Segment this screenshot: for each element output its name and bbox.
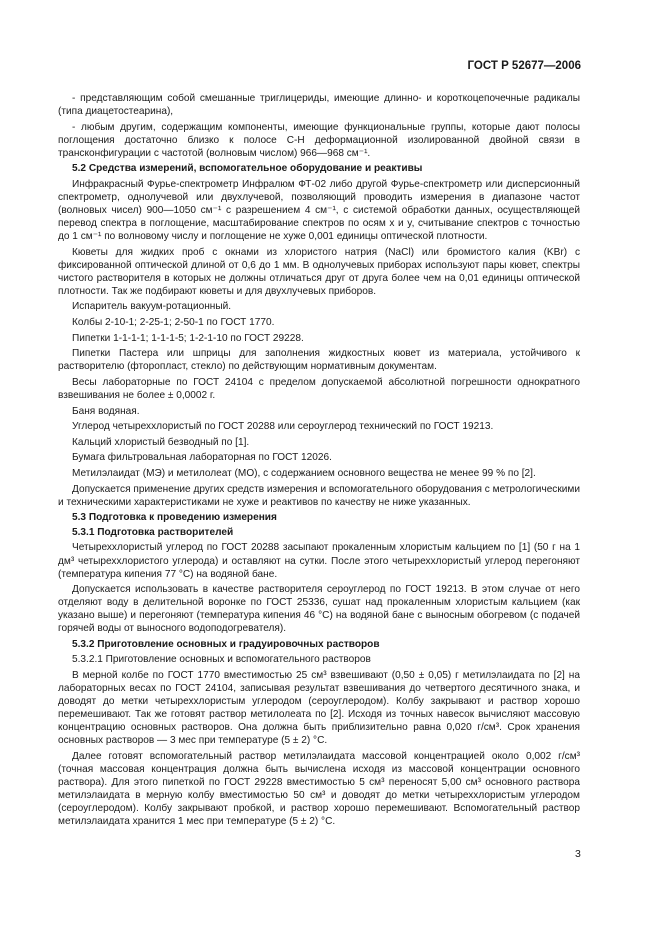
paragraph: Углерод четыреххлористый по ГОСТ 20288 или сероуглерод технический по ГОСТ 19213. — [72, 421, 494, 433]
paragraph: Весы лабораторные по ГОСТ 24104 с пределом допускаемой абсолютной погрешности однократного взвешивания не более ± 0,0002 г. — [58, 376, 580, 401]
page-number: 3 — [575, 848, 581, 860]
document-code: ГОСТ Р 52677—2006 — [467, 60, 581, 72]
section-heading: 5.3 Подготовка к проведению измерения — [72, 512, 277, 524]
paragraph: В мерной колбе по ГОСТ 1770 вместимостью 25 см³ взвешивают (0,50 ± 0,05) г метилэлаидата по [2] на лабораторных весах по ГОСТ 24104, записывая результат взвешивания до четвертого десятичного знака, и доводят до метки четыреххлористым углеродом (сероуглеродом). Колбу закрывают и раствор хорошо перемешивают. Так же готовят раствор метилолеата по [2]. Исходя из точных навесок вычисляют массовую концентрацию основных растворов. Она должна быть приблизительно равна 0,020 г/см³. Срок хранения основных растворов — 3 мес при температуре (5 ± 2) °С. — [58, 669, 580, 747]
page-body — [58, 92, 580, 831]
paragraph: Метилэлаидат (МЭ) и метилолеат (МО), с содержанием основного вещества не менее 99 % по [2]. — [72, 467, 536, 479]
paragraph: Баня водяная. — [72, 405, 140, 417]
section-heading: 5.3.2 Приготовление основных и градуировочных растворов — [72, 639, 380, 651]
paragraph: Допускается использовать в качестве растворителя сероуглерод по ГОСТ 19213. В этом случае от него отделяют воду в делительной воронке по ГОСТ 25336, сушат над прокаленным хлористым кальцием (как указано выше) и перегоняют (температура кипения 46 °С) на водяной бане с выносным обогревом (с подачей горячей воды от выносного водоподогревателя). — [58, 584, 580, 635]
paragraph: - любым другим, содержащим компоненты, имеющие функциональные группы, которые дают полосы поглощения достаточно близко к полосе С-Н деформационной изолированной двойной связи в трансконфигурации с частотой (волновым числом) 966—968 см⁻¹. — [58, 121, 580, 159]
paragraph: Инфракрасный Фурье-спектрометр Инфралюм ФТ-02 либо другой Фурье-спектрометр или дисперсионный спектрометр, однолучевой или двухлучевой, позволяющий проводить измерения в диапазоне частот (волновых чисел) 900—1050 см⁻¹ с разрешением 4 см⁻¹, с системой обработки данных, осуществляющей перевод спектра в поглощение, масштабирование спектров по осям x и y, считывание спектров с точностью до 1 см⁻¹ по волновому числу и поглощение не хуже 0,001 единицы оптической плотности. — [58, 178, 580, 242]
paragraph: Колбы 2-10-1; 2-25-1; 2-50-1 по ГОСТ 1770. — [72, 317, 275, 328]
paragraph: Бумага фильтровальная лабораторная по ГОСТ 12026. — [72, 452, 332, 464]
paragraph: 5.3.2.1 Приготовление основных и вспомогательного растворов — [72, 654, 371, 666]
paragraph: - представляющим собой смешанные триглицериды, имеющие длинно- и короткоцепочечные радикалы (типа диацетостеарина), — [58, 93, 580, 118]
paragraph: Далее готовят вспомогательный раствор метилэлаидата массовой концентрацией около 0,002 г/см³ (точная массовая концентрация должна быть вычислена исходя из массовой концентрации основного раствора). Для этого пипеткой по ГОСТ 29228 вместимостью 5 см³ переносят 5,00 см³ основного раствора метилэлаидата в мерную колбу вместимостью 50 см³ и доводят до метки четыреххлористым углеродом (сероуглеродом). Колбу закрывают пробкой, и раствор хорошо перемешивают. Вспомогательный раствор метилэлаидата хранится 1 мес при температуре (5 ± 2) °С. — [58, 750, 580, 828]
paragraph: Кюветы для жидких проб с окнами из хлористого натрия (NaCl) или бромистого калия (KBr) с фиксированной оптической длиной от 0,6 до 1 мм. В однолучевых приборах используют пары кювет, спектры чистого растворителя в которых не должны отличаться друг от друга более чем на 0,01 единицы оптической плотности. Так же подбирают кюветы и для двухлучевых приборов. — [58, 246, 580, 297]
paragraph: Испаритель вакуум-ротационный. — [72, 301, 232, 313]
paragraph: Четыреххлористый углерод по ГОСТ 20288 засыпают прокаленным хлористым кальцием по [1] (50 г на 1 дм³ четыреххлористого углерода) и оставляют на сутки. После этого четыреххлористый углерод перегоняют (температура кипения 77 °С) на водяной бане. — [58, 542, 580, 580]
paragraph: Пипетки Пастера или шприцы для заполнения жидкостных кювет из материала, устойчивого к растворителю (фторопласт, стекло) по действующим нормативным документам. — [58, 348, 580, 373]
section-heading: 5.3.1 Подготовка растворителей — [72, 527, 234, 539]
paragraph: Кальций хлористый безводный по [1]. — [72, 436, 250, 448]
paragraph: Пипетки 1-1-1-1; 1-1-1-5; 1-2-1-10 по ГОСТ 29228. — [72, 332, 304, 344]
section-heading: 5.2 Средства измерений, вспомогательное оборудование и реактивы — [72, 163, 423, 175]
paragraph: Допускается применение других средств измерения и вспомогательного оборудования с метрологическими и техническими характеристиками не хуже и реактивов по качеству не ниже указанных. — [58, 483, 580, 508]
